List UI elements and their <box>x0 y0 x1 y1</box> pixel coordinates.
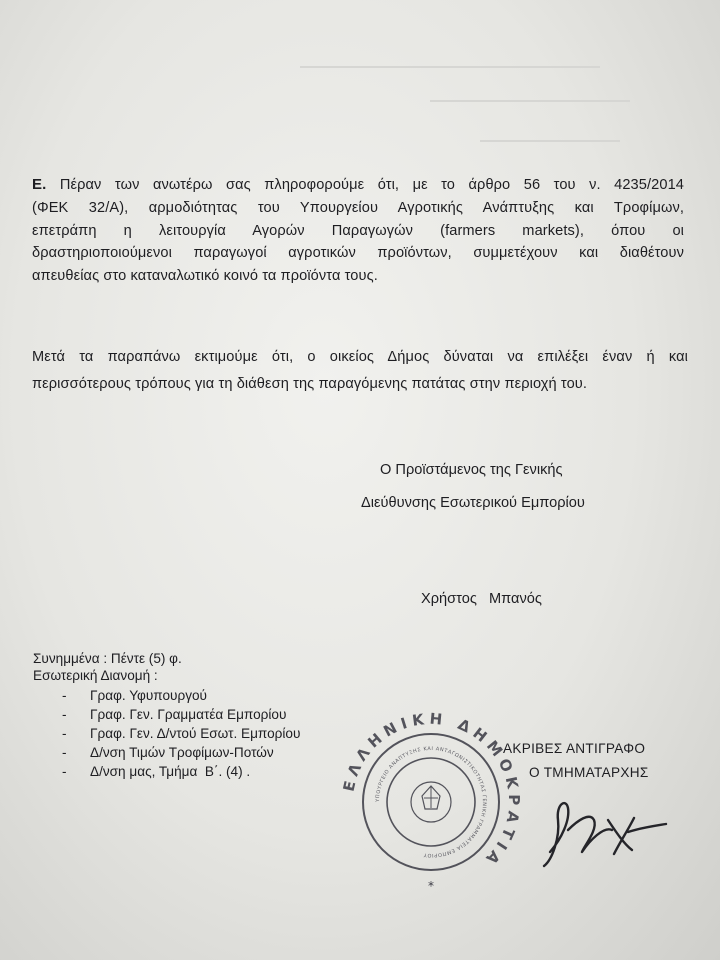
distribution-item: Δ/νση Τιμών Τροφίμων-Ποτών <box>90 745 274 760</box>
show-through-text <box>480 140 620 152</box>
distribution-item: Δ/νση μας, Τμήμα Β΄. (4) . <box>90 764 251 779</box>
paragraph-e-line-3: επετράπη η λειτουργία Αγορών Παραγωγών (farmers markets), όπου οι <box>32 222 684 239</box>
paragraph-e-line-5: απευθείας στο καταναλωτικό κοινό τα προϊόντα τους. <box>32 268 378 285</box>
certified-copy-line-1: ΑΚΡΙΒΕΣ ΑΝΤΙΓΡΑΦΟ <box>503 741 646 756</box>
stamp-star-icon: * <box>428 879 434 892</box>
list-bullet: - <box>62 745 67 760</box>
show-through-text <box>300 66 600 78</box>
signatory-title-line-1: Ο Προϊστάμενος της Γενικής <box>380 462 563 478</box>
list-bullet: - <box>62 764 67 779</box>
list-bullet: - <box>62 688 67 703</box>
conclusion-line-2: περισσότερους τρόπους για τη διάθεση της παραγόμενης πατάτας στην περιοχή του. <box>32 375 588 392</box>
paragraph-e-line-1: Ε. Πέραν των ανωτέρω σας πληροφορούμε ότι, με το άρθρο 56 του ν. 4235/2014 <box>32 176 684 193</box>
paragraph-e-line-4: δραστηριοποιούμενοι παραγωγοί αγροτικών προϊόντων, συμμετέχουν και διαθέτουν <box>32 245 684 262</box>
list-bullet: - <box>62 707 67 722</box>
signatory-name: Χρήστος Μπανός <box>421 591 542 607</box>
distribution-item: Γραφ. Γεν. Γραμματέα Εμπορίου <box>90 707 287 722</box>
paragraph-conclusion <box>32 346 688 396</box>
distribution-item: Γραφ. Γεν. Δ/ντού Εσωτ. Εμπορίου <box>90 726 301 741</box>
conclusion-line-1: Μετά τα παραπάνω εκτιμούμε ότι, ο οικείος Δήμος δύναται να επιλέξει έναν ή και <box>32 349 688 365</box>
attachments-note: Συνημμένα : Πέντε (5) φ. <box>33 651 182 666</box>
paragraph-e-label: Ε. <box>32 176 47 193</box>
certified-copy-line-2: Ο ΤΜΗΜΑΤΑΡΧΗΣ <box>529 765 649 780</box>
handwritten-signature <box>538 790 670 872</box>
official-stamp <box>336 712 526 892</box>
distribution-heading: Εσωτερική Διανομή : <box>33 668 158 683</box>
stamp-outer-text: ΕΛΛΗΝΙΚΗ ΔΗΜΟΚΡΑΤΙΑ <box>339 712 524 872</box>
stamp-inner-text: ΥΠΟΥΡΓΕΙΟ ΑΝΑΠΤΥΞΗΣ ΚΑΙ ΑΝΤΑΓΩΝΙΣΤΙΚΟΤΗΤΑΣ ΓΕΝΙΚΗ ΓΡΑΜΜΑΤΕΙΑ ΕΜΠΟΡΙΟΥ <box>374 745 488 859</box>
show-through-text <box>430 100 630 112</box>
paragraph-e <box>32 174 684 288</box>
distribution-item: Γραφ. Υφυπουργού <box>90 688 207 703</box>
list-bullet: - <box>62 726 67 741</box>
signatory-title-line-2: Διεύθυνσης Εσωτερικού Εμπορίου <box>361 495 585 511</box>
paragraph-e-line-2: (ΦΕΚ 32/Α), αρμοδιότητας του Υπουργείου Αγροτικής Ανάπτυξης και Τροφίμων, <box>32 199 684 216</box>
